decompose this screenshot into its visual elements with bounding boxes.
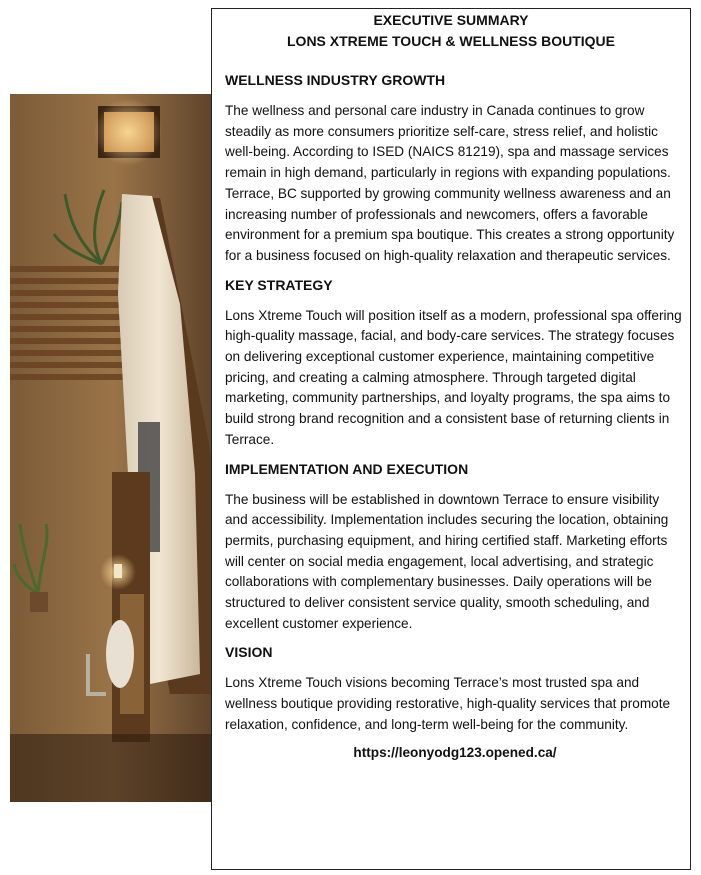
page-subtitle: LONS XTREME TOUCH & WELLNESS BOUTIQUE <box>287 33 615 49</box>
section-heading-key-strategy: KEY STRATEGY <box>225 276 333 293</box>
section-heading-vision: VISION <box>225 644 273 661</box>
website-link[interactable]: https://leonyodg123.opened.ca/ <box>353 744 557 760</box>
document-title-block <box>212 10 690 52</box>
summary-panel <box>211 8 691 870</box>
summary-content <box>225 71 685 760</box>
spa-room-illustration <box>10 94 217 802</box>
section-body-industry-growth: The wellness and personal care industry in Canada continues to grow steadily as more consumers prioritize self-care, stress relief, and holistic well-being. According to ISED (NAICS 81219), spa and massage services remain in high demand, particularly in regions with expanding populations. Terrace, BC supported by growing community wellness awareness and an increasing number of professionals and newcomers, offers a favorable environment for a premium spa boutique. This creates a strong opportunity for a business focused on high-quality relaxation and therapeutic services. <box>225 103 675 263</box>
section-body-key-strategy: Lons Xtreme Touch will position itself as a modern, professional spa offering high-quality massage, facial, and body-care services. The strategy focuses on delivering exceptional customer experience, maintaining competitive pricing, and creating a calming atmosphere. Through targeted digital marketing, community partnerships, and loyalty programs, the spa aims to build strong brand recognition and a consistent base of returning clients in Terrace. <box>225 307 682 447</box>
page-title: EXECUTIVE SUMMARY <box>373 12 529 28</box>
section-heading-implementation: IMPLEMENTATION AND EXECUTION <box>225 460 469 477</box>
section-heading-industry-growth: WELLNESS INDUSTRY GROWTH <box>225 72 446 88</box>
spa-room-photo <box>10 94 217 802</box>
section-body-implementation: The business will be established in downtown Terrace to ensure visibility and accessibility. Implementation includes securing the location, obtaining permits, purchasing equipment, and hiring certified staff. Marketing efforts will center on social media engagement, local advertising, and strategic collaborations with complementary businesses. Daily operations will be structured to deliver consistent service quality, smooth scheduling, and excellent customer experience. <box>225 491 669 631</box>
section-body-vision: Lons Xtreme Touch visions becoming Terrace’s most trusted spa and wellness boutique providing restorative, high-quality services that promote relaxation, confidence, and long-term well-being for the community. <box>225 675 671 732</box>
